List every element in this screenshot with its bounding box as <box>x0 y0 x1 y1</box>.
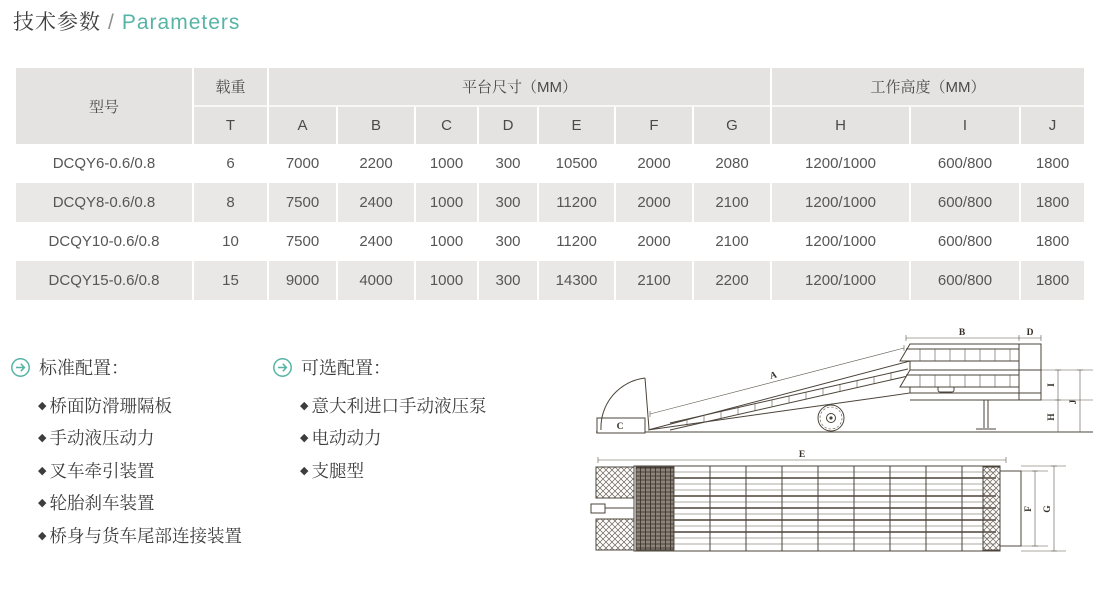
title-english: Parameters <box>121 11 241 34</box>
value-cell: 1800 <box>1021 144 1084 183</box>
value-cell: 7500 <box>269 222 336 261</box>
list-item <box>38 487 242 520</box>
table-row <box>16 144 1084 183</box>
dim-label-g: G <box>1043 505 1053 513</box>
value-cell: 300 <box>479 222 537 261</box>
col-header-d: D <box>479 107 537 144</box>
technical-drawing <box>588 326 1100 566</box>
value-cell: 300 <box>479 144 537 183</box>
value-cell: 1200/1000 <box>772 222 909 261</box>
col-header-f: F <box>616 107 692 144</box>
value-cell: 8 <box>194 183 267 222</box>
title-separator: / <box>108 11 115 34</box>
title-chinese: 技术参数 <box>13 11 101 34</box>
dim-label-f: F <box>1024 506 1034 512</box>
value-cell: 7500 <box>269 183 336 222</box>
table-row <box>16 183 1084 222</box>
value-cell: 1200/1000 <box>772 261 909 300</box>
col-header-a: A <box>269 107 336 144</box>
value-cell: 11200 <box>539 222 614 261</box>
value-cell: 2100 <box>694 222 770 261</box>
value-cell: 1200/1000 <box>772 183 909 222</box>
value-cell: 11200 <box>539 183 614 222</box>
value-cell: 600/800 <box>911 183 1019 222</box>
list-item <box>38 454 242 487</box>
table-group-header-row <box>16 68 1084 107</box>
value-cell: 600/800 <box>911 144 1019 183</box>
diamond-bullet: ◆ <box>38 432 47 445</box>
value-cell: 2400 <box>338 183 414 222</box>
list-item-label: 支腿型 <box>311 460 364 481</box>
dim-label-b: B <box>958 328 966 338</box>
dim-label-i: I <box>1047 383 1057 387</box>
value-cell: 2400 <box>338 222 414 261</box>
list-item-label: 意大利进口手动液压泵 <box>311 395 487 416</box>
value-cell: 1000 <box>416 144 477 183</box>
value-cell: 10500 <box>539 144 614 183</box>
value-cell: 2000 <box>616 144 692 183</box>
list-item <box>38 389 242 422</box>
standard-config-heading <box>10 354 242 380</box>
list-item-label: 手动液压动力 <box>49 428 155 449</box>
model-cell: DCQY10-0.6/0.8 <box>16 222 192 261</box>
col-header-h: H <box>772 107 909 144</box>
dim-label-d: D <box>1026 328 1034 338</box>
value-cell: 9000 <box>269 261 336 300</box>
col-header-g: G <box>694 107 770 144</box>
col-header-load: 载重 <box>194 68 267 107</box>
model-cell: DCQY6-0.6/0.8 <box>16 144 192 183</box>
diamond-bullet: ◆ <box>300 399 309 412</box>
optional-config-title: 可选配置： <box>301 358 391 378</box>
optional-config-section <box>272 354 486 487</box>
col-header-c: C <box>416 107 477 144</box>
value-cell: 1000 <box>416 261 477 300</box>
col-header-e: E <box>539 107 614 144</box>
col-header-model: 型号 <box>16 68 192 144</box>
model-cell: DCQY8-0.6/0.8 <box>16 183 192 222</box>
list-item <box>300 389 486 422</box>
circle-arrow-icon <box>272 357 293 378</box>
value-cell: 1800 <box>1021 261 1084 300</box>
value-cell: 14300 <box>539 261 614 300</box>
table-row <box>16 222 1084 261</box>
page-title <box>13 6 240 36</box>
value-cell: 1000 <box>416 222 477 261</box>
side-view-drawing <box>596 328 1093 433</box>
list-item <box>38 422 242 455</box>
col-header-platform-size: 平台尺寸（MM） <box>269 68 770 107</box>
value-cell: 4000 <box>338 261 414 300</box>
dim-label-j: J <box>1069 399 1079 405</box>
value-cell: 2080 <box>694 144 770 183</box>
optional-config-list <box>300 389 486 487</box>
dim-label-e: E <box>798 450 806 460</box>
diamond-bullet: ◆ <box>300 432 309 445</box>
value-cell: 1200/1000 <box>772 144 909 183</box>
value-cell: 2000 <box>616 183 692 222</box>
table-row <box>16 261 1084 300</box>
list-item-label: 叉车牵引装置 <box>49 460 155 481</box>
dim-label-h: H <box>1047 413 1057 421</box>
dim-label-c: C <box>616 422 624 432</box>
col-header-b: B <box>338 107 414 144</box>
list-item-label: 桥身与货车尾部连接装置 <box>49 525 242 546</box>
model-cell: DCQY15-0.6/0.8 <box>16 261 192 300</box>
value-cell: 7000 <box>269 144 336 183</box>
value-cell: 1800 <box>1021 222 1084 261</box>
value-cell: 10 <box>194 222 267 261</box>
standard-config-list <box>38 389 242 552</box>
value-cell: 2200 <box>694 261 770 300</box>
standard-config-section <box>10 354 242 552</box>
value-cell: 2100 <box>616 261 692 300</box>
parameters-table <box>14 68 1086 300</box>
col-header-t: T <box>194 107 267 144</box>
list-item-label: 桥面防滑珊隔板 <box>49 395 172 416</box>
standard-config-title: 标准配置： <box>39 358 129 378</box>
diamond-bullet: ◆ <box>38 464 47 477</box>
list-item <box>300 454 486 487</box>
plan-view-drawing <box>591 450 1066 551</box>
value-cell: 600/800 <box>911 261 1019 300</box>
value-cell: 600/800 <box>911 222 1019 261</box>
diamond-bullet: ◆ <box>38 399 47 412</box>
value-cell: 1000 <box>416 183 477 222</box>
col-header-working-height: 工作高度（MM） <box>772 68 1084 107</box>
circle-arrow-icon <box>10 357 31 378</box>
value-cell: 2000 <box>616 222 692 261</box>
diamond-bullet: ◆ <box>300 464 309 477</box>
optional-config-heading <box>272 354 486 380</box>
diamond-bullet: ◆ <box>38 497 47 510</box>
diamond-bullet: ◆ <box>38 529 47 542</box>
col-header-i: I <box>911 107 1019 144</box>
value-cell: 2200 <box>338 144 414 183</box>
list-item-label: 轮胎刹车装置 <box>49 493 155 514</box>
list-item-label: 电动动力 <box>311 428 382 449</box>
value-cell: 6 <box>194 144 267 183</box>
value-cell: 300 <box>479 183 537 222</box>
value-cell: 1800 <box>1021 183 1084 222</box>
value-cell: 15 <box>194 261 267 300</box>
value-cell: 2100 <box>694 183 770 222</box>
list-item <box>38 519 242 552</box>
value-cell: 300 <box>479 261 537 300</box>
dim-label-a: A <box>768 370 779 382</box>
list-item <box>300 422 486 455</box>
col-header-j: J <box>1021 107 1084 144</box>
